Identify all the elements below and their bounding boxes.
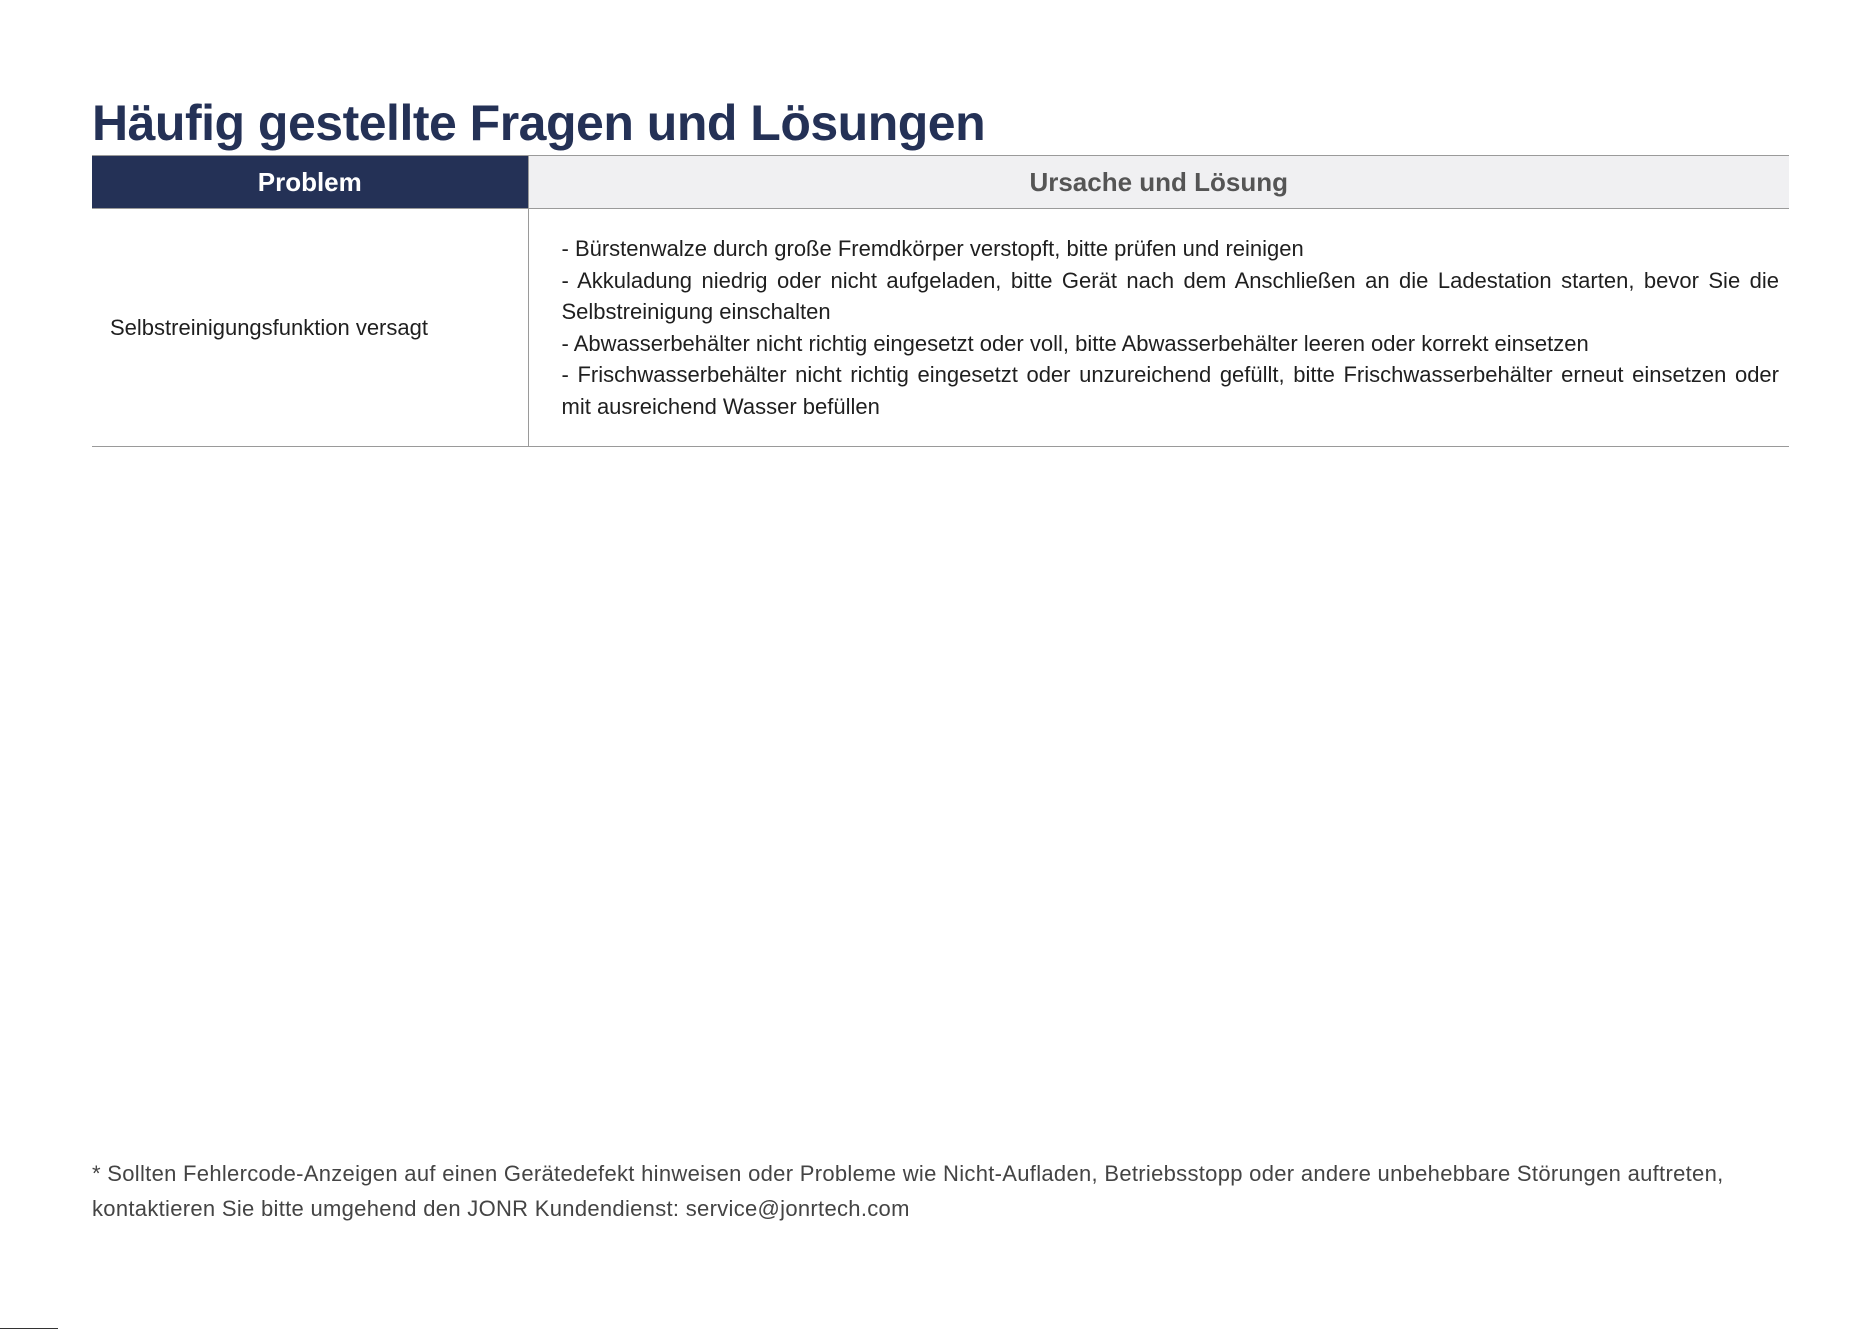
- problem-column-header: Problem: [92, 156, 528, 209]
- solution-item: - Abwasserbehälter nicht richtig eingesetzt oder voll, bitte Abwasserbehälter leeren oder korrekt einsetzen: [561, 330, 1589, 356]
- solution-item: - Akkuladung niedrig oder nicht aufgeladen, bitte Gerät nach dem Anschließen an die Ladestation starten, bevor Sie die Selbstreinigung einschalten: [561, 267, 1779, 324]
- page-title: Häufig gestellte Fragen und Lösungen: [92, 95, 986, 151]
- solution-cell: [528, 209, 1789, 447]
- solution-item: - Bürstenwalze durch große Fremdkörper verstopft, bitte prüfen und reinigen: [561, 236, 1304, 261]
- table-row: [92, 209, 1789, 447]
- solution-column-header: Ursache und Lösung: [528, 156, 1789, 209]
- support-footnote: * Sollten Fehlercode-Anzeigen auf einen Gerätedefekt hinweisen oder Probleme wie Nicht-Aufladen, Betriebsstopp oder andere unbehebbare Störungen auftreten, kontaktieren Sie bitte umgehend den JONR Kundendienst: service@jonrtech.com: [92, 1161, 1724, 1221]
- problem-cell: Selbstreinigungsfunktion versagt: [92, 209, 528, 447]
- faq-table: [92, 155, 1789, 447]
- solution-item: - Frischwasserbehälter nicht richtig eingesetzt oder unzureichend gefüllt, bitte Frischwasserbehälter erneut einsetzen oder mit ausreichend Wasser befüllen: [561, 362, 1779, 419]
- table-header-row: [92, 156, 1789, 209]
